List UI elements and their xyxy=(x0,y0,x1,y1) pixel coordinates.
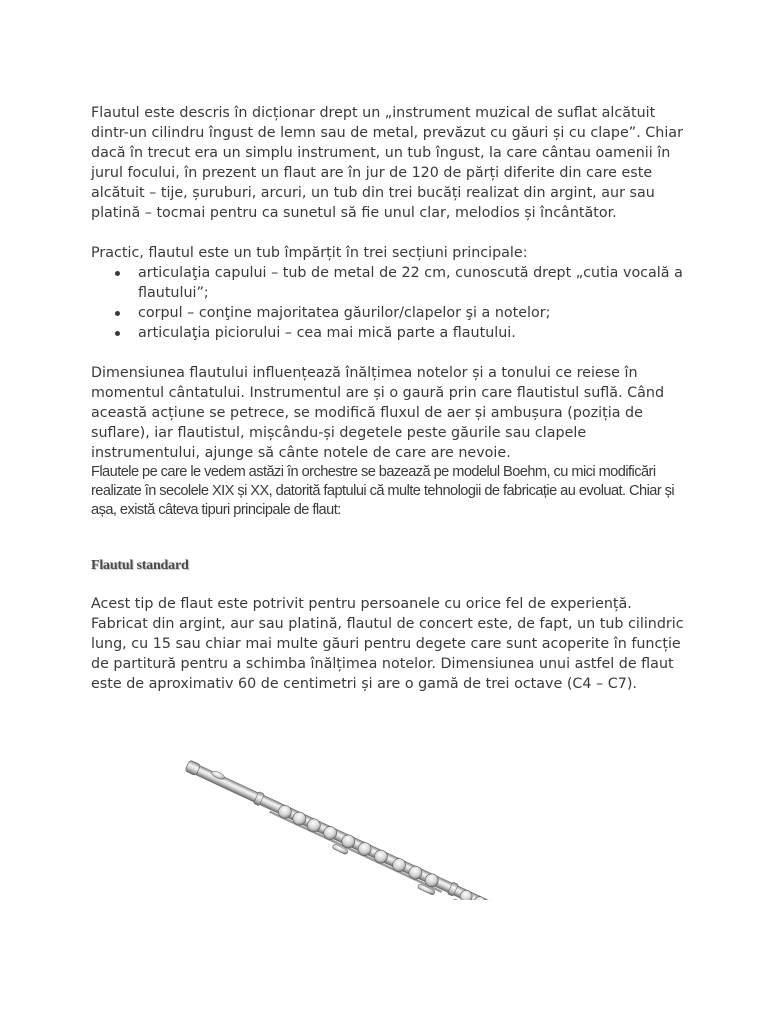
dimension-paragraph: Dimensiunea flautului influențează înălțimea notelor și a tonului ce reiese în momentul cântatului. Instrumentul are și o gaură prin care flautistul suflă. Când această acțiune se petrece, se modifică fluxul de aer și ambușura (poziția de suflare), iar flautistul, mișcându-și degetele peste găurile sau clapele instrumentului, ajunge să cânte notele de care are nevoie. xyxy=(91,365,665,461)
flute-tube xyxy=(185,759,507,900)
spacer xyxy=(91,223,691,243)
standard-flute-paragraph: Acest tip de flaut este potrivit pentru persoanele cu orice fel de experiență. Fabricat din argint, aur sau platină, flautul de concert este, de fapt, un tub cilindric lung, cu 15 sau chiar mai multe găuri pentru degete care sunt acoperite în funcție de partitură pentru a schimba înălțimea notelor. Dimensiunea unui astfel de flaut este de aproximativ 60 de centimetri și are o gamă de trei octave (C4 – C7). xyxy=(91,596,684,692)
sections-list xyxy=(91,263,691,343)
boehm-paragraph: Flautele pe care le vedem astăzi în orchestre se bazează pe modelul Boehm, cu mici modificări realizate în secolele XIX și XX, datorită faptului că multe tehnologii de fabricație au evoluat. Chiar și așa, există câteva tipuri principale de flaut: xyxy=(91,464,675,518)
document-body xyxy=(91,103,691,694)
list-item: articulaţia capului – tub de metal de 22 cm, cunoscută drept „cutia vocală a flautului”; xyxy=(91,263,691,303)
list-item: articulaţia piciorului – cea mai mică parte a flautului. xyxy=(91,323,691,343)
flute-image xyxy=(185,755,535,900)
spacer xyxy=(91,574,691,594)
spacer xyxy=(91,520,691,558)
intro-paragraph: Flautul este descris în dicționar drept un „instrument muzical de suflat alcătuit dintr-un cilindru îngust de lemn sau de metal, prevăzut cu găuri și cu clape”. Chiar dacă în trecut era un simplu instrument, un tub îngust, la care cântau oamenii în jurul focului, în prezent un flaut are în jur de 120 de părți diferite din care este alcătuit – tije, șuruburi, arcuri, un tub din trei bucăți realizat din argint, aur sau platină – tocmai pentru ca sunetul să fie unul clar, melodios și încântător. xyxy=(91,105,683,221)
spacer xyxy=(91,343,691,363)
section-heading: Flautul standard xyxy=(91,558,189,573)
list-item: corpul – conţine majoritatea găurilor/clapelor şi a notelor; xyxy=(91,303,691,323)
sections-intro: Practic, flautul este un tub împărțit în trei secțiuni principale: xyxy=(91,245,528,261)
